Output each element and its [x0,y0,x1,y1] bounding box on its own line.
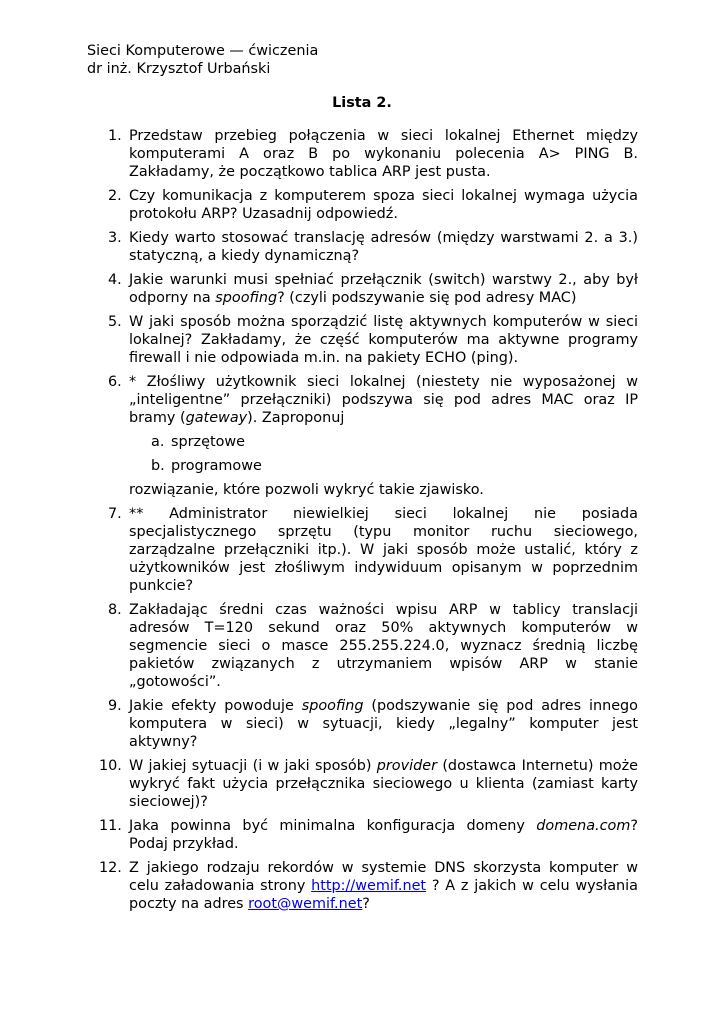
website-link[interactable]: http://wemif.net [311,878,427,894]
item-text: (podszywanie się pod adres innego komputera w sieci) w sytuacji, kiedy „legalny” komputer jest aktywny? [129,698,638,750]
item-text: Kiedy warto stosować translację adresów (między warstwami 2. a 3.) statyczną, a kiedy dynamiczną? [129,230,638,264]
exercise-item-11 [86,817,638,853]
item-emphasis: domena.com [536,818,631,834]
item-number: 8. [108,602,122,618]
exercise-item-2 [86,187,638,223]
exercise-item-7 [86,505,638,595]
item-number: 12. [99,860,122,876]
item-number: 9. [108,698,122,714]
item-text: ? Podaj przykład. [129,818,638,852]
exercise-item-1 [86,127,638,181]
lecturer-name: dr inż. Krzysztof Urbański [87,61,271,77]
item-text: * Złośliwy użytkownik sieci lokalnej (niestety nie wyposażonej w „inteligentne” przełączniki) podszywa się pod adres MAC oraz IP bramy ( [129,374,638,426]
exercise-item-12 [86,859,638,913]
item-text: W jakiej sytuacji (i w jaki sposób) [129,758,377,774]
item-text: Zakładając średni czas ważności wpisu ARP w tablicy translacji adresów T=120 sekund oraz 50% aktywnych komputerów w segmencie sieci o masce 255.255.224.0, wyznacz średnią liczbę pakietów związanych z utrzymaniem wpisów ARP w stanie „gotowości”. [129,602,638,690]
email-link[interactable]: root@wemif.net [248,896,363,912]
item-text: Przedstaw przebieg połączenia w sieci lokalnej Ethernet między komputerami A oraz B po wykonaniu polecenia A> PING B. Zakładamy, że początkowo tablica ARP jest pusta. [129,128,638,180]
item-text: ** Administrator niewielkiej sieci lokalnej nie posiada specjalistycznego sprzętu (typu monitor ruchu sieciowego, zarządzalne przełączniki itp.). W jaki sposób może ustalić, który z użytkowników jest złośliwym indywiduum opisanym w poprzednim punkcie? [129,506,638,594]
sub-item-text: sprzętowe [171,434,246,450]
item-number: 5. [108,314,122,330]
item-emphasis: spoofing [301,698,364,714]
document-header [87,42,318,78]
exercise-item-4 [86,271,638,307]
item-text: Jakie efekty powoduje [129,698,302,714]
item-number: 11. [99,818,122,834]
item-text: ). Zaproponuj [247,410,345,426]
item-continuation: rozwiązanie, które pozwoli wykryć takie zjawisko. [129,482,484,498]
item-number: 1. [108,128,122,144]
course-name: Sieci Komputerowe — ćwiczenia [87,43,319,59]
item-emphasis: gateway [185,410,248,426]
item-text: ? A z jakich w celu wysłania poczty na adres [129,878,638,912]
exercise-item-8 [86,601,638,691]
exercise-item-5 [86,313,638,367]
item-number: 6. [108,374,122,390]
item-number: 4. [108,272,122,288]
item-emphasis: spoofing [215,290,278,306]
item-number: 7. [108,506,122,522]
document-title: Lista 2. [332,95,392,111]
exercise-item-9 [86,697,638,751]
item-text: Jakie warunki musi spełniać przełącznik (switch) warstwy 2., aby był odporny na [129,272,638,306]
item-text: Jaka powinna być minimalna konfiguracja domeny [129,818,537,834]
sub-item-b [129,457,638,475]
exercise-item-10 [86,757,638,811]
sub-item-label: b. [151,458,165,474]
item-text: ? [362,896,370,912]
item-text: Czy komunikacja z komputerem spoza sieci lokalnej wymaga użycia protokołu ARP? Uzasadnij odpowiedź. [129,188,638,222]
item-number: 10. [99,758,122,774]
item-text: (dostawca Internetu) może wykryć fakt użycia przełącznika sieciowego u klienta (zamiast karty sieciowej)? [129,758,639,810]
item-text: W jaki sposób można sporządzić listę aktywnych komputerów w sieci lokalnej? Zakładamy, że część komputerów ma aktywne programy firewall i nie odpowiada m.in. na pakiety ECHO (ping). [129,314,638,366]
item-number: 3. [108,230,122,246]
item-text: ? (czyli podszywanie się pod adresy MAC) [277,290,577,306]
sub-item-label: a. [151,434,165,450]
exercise-item-3 [86,229,638,265]
exercise-item-6 [86,373,638,499]
sub-item-a [129,433,638,451]
exercise-list [86,127,638,919]
item-emphasis: provider [376,758,438,774]
item-text: Z jakiego rodzaju rekordów w systemie DNS skorzysta komputer w celu załadowania strony [129,860,638,894]
item-number: 2. [108,188,122,204]
sub-item-text: programowe [171,458,262,474]
